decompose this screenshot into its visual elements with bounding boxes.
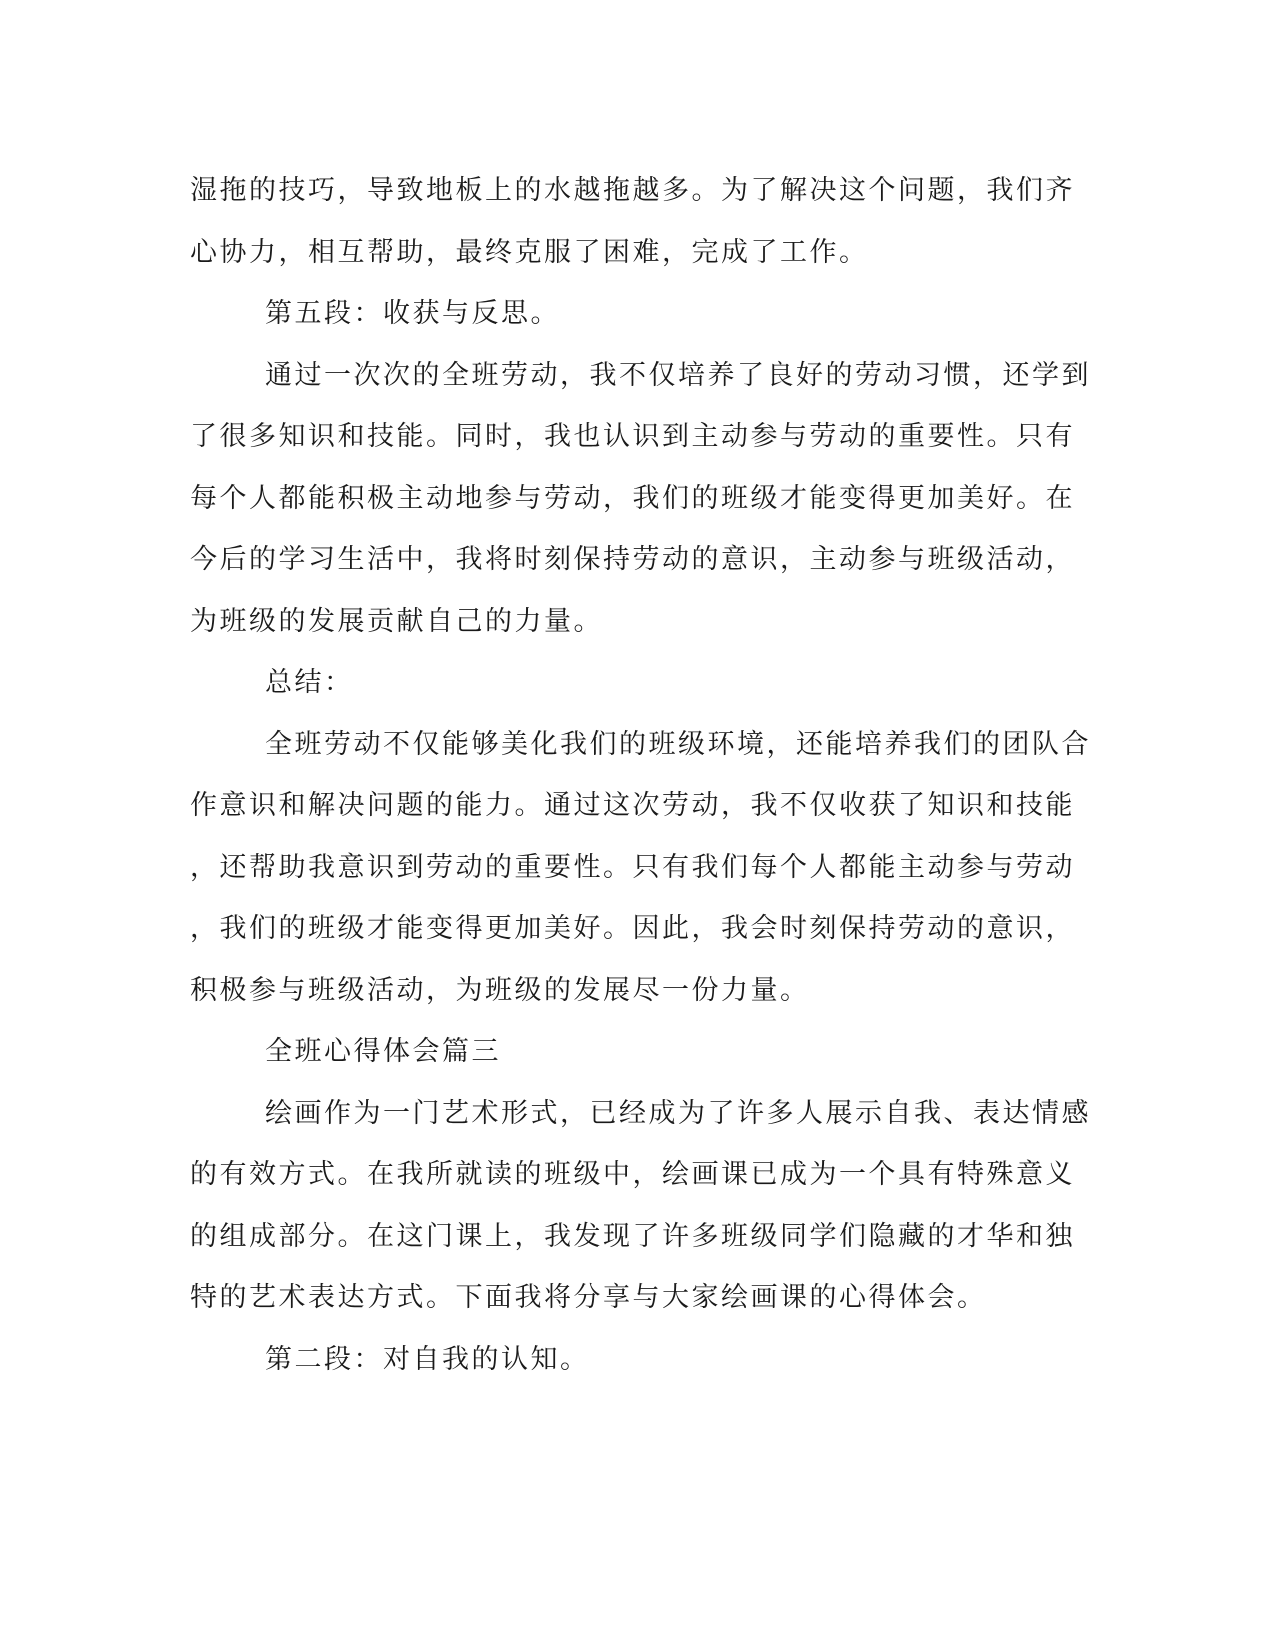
section-heading-5: 第五段：收获与反思。 [265,298,560,329]
summary-heading: 总结： [265,667,354,698]
text-line: 为班级的发展贡献自己的力量。 [190,605,603,637]
document-body [190,160,1090,1390]
text-line: 作意识和解决问题的能力。通过这次劳动，我不仅收获了知识和技能 [190,790,1075,821]
text-line: 的有效方式。在我所就读的班级中，绘画课已成为一个具有特殊意义 [190,1159,1075,1190]
article-title-part-3: 全班心得体会篇三 [265,1036,501,1067]
text-line: 通过一次次的全班劳动，我不仅培养了良好的劳动习惯，还学到 [265,359,1091,391]
text-line: 的组成部分。在这门课上，我发现了许多班级同学们隐藏的才华和独 [190,1220,1075,1252]
text-line: 了很多知识和技能。同时，我也认识到主动参与劳动的重要性。只有 [190,421,1075,452]
section-heading-2: 第二段：对自我的认知。 [265,1343,590,1375]
text-line: 特的艺术表达方式。下面我将分享与大家绘画课的心得体会。 [190,1282,987,1313]
text-line: 心协力，相互帮助，最终克服了困难，完成了工作。 [190,236,869,268]
text-line: 绘画作为一门艺术形式，已经成为了许多人展示自我、表达情感 [265,1097,1091,1129]
text-line: 今后的学习生活中，我将时刻保持劳动的意识，主动参与班级活动， [190,544,1075,575]
text-line: 每个人都能积极主动地参与劳动，我们的班级才能变得更加美好。在 [190,482,1075,514]
text-line: 积极参与班级活动，为班级的发展尽一份力量。 [190,974,810,1006]
text-line: 湿拖的技巧，导致地板上的水越拖越多。为了解决这个问题，我们齐 [190,175,1075,206]
text-line: ，还帮助我意识到劳动的重要性。只有我们每个人都能主动参与劳动 [190,851,1075,883]
text-line: ，我们的班级才能变得更加美好。因此，我会时刻保持劳动的意识， [190,913,1075,944]
text-line: 全班劳动不仅能够美化我们的班级环境，还能培养我们的团队合 [265,728,1091,760]
